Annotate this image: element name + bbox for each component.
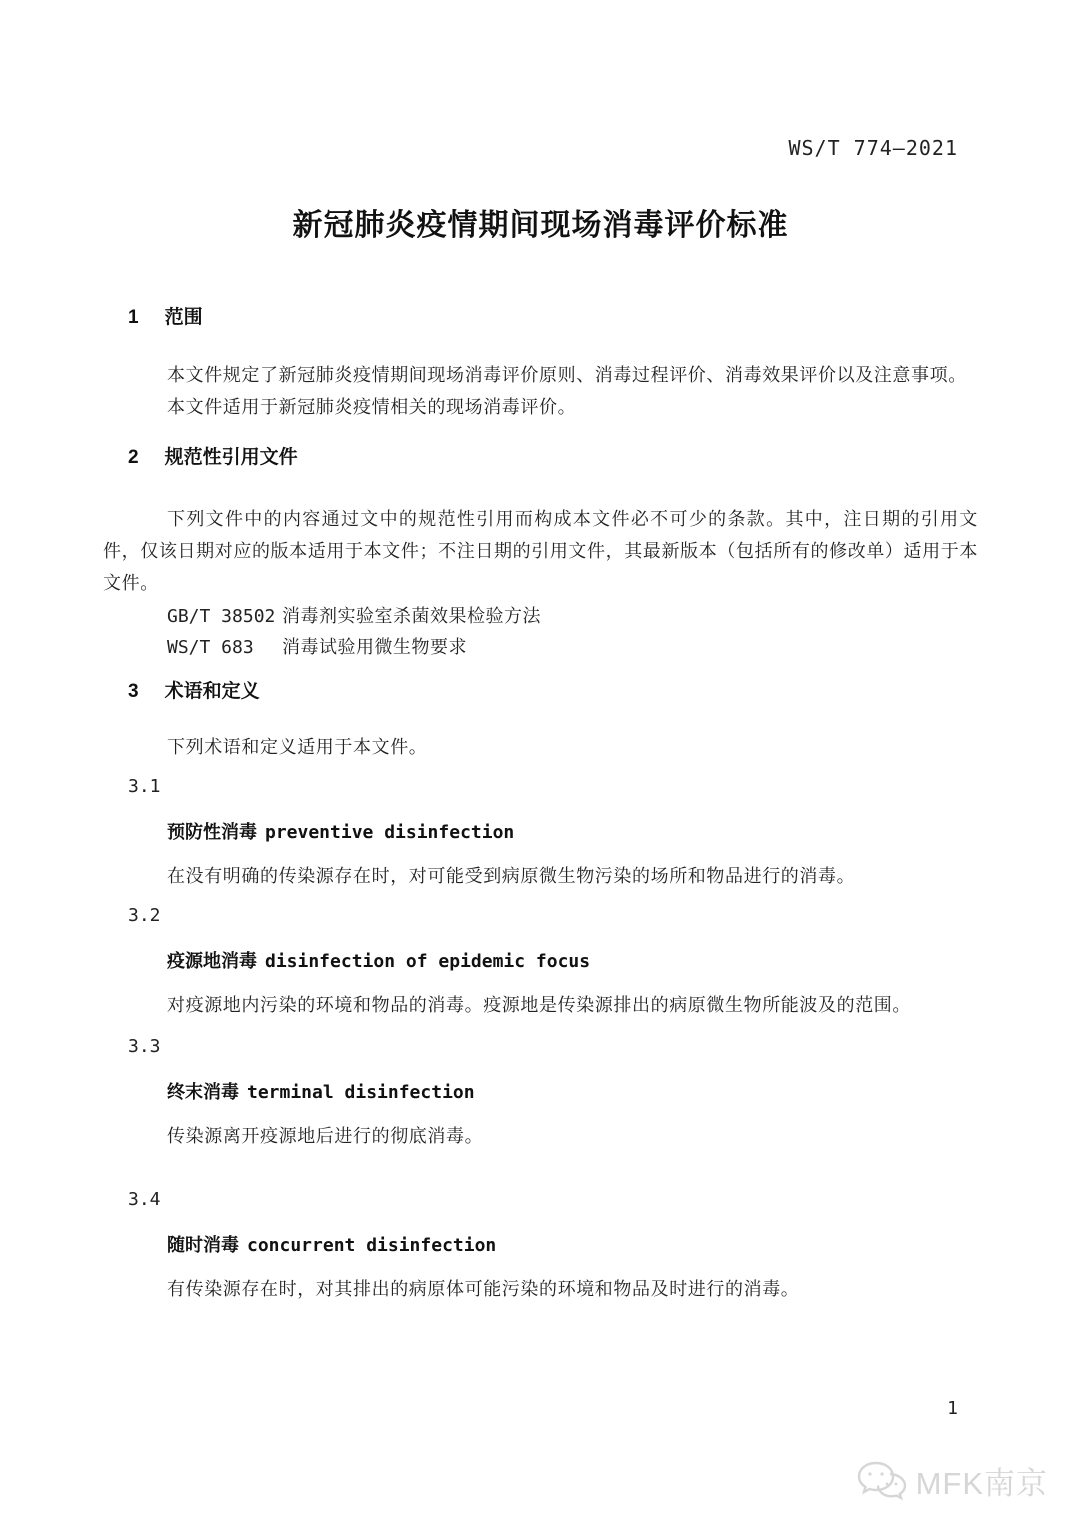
page-number: 1	[947, 1398, 958, 1419]
term-number: 3.1	[128, 776, 161, 797]
document-content	[103, 0, 978, 1305]
term-name-zh: 终末消毒	[167, 1082, 239, 1102]
term-definition: 传染源离开疫源地后进行的彻底消毒。	[167, 1126, 484, 1146]
section-2-number: 2	[128, 447, 139, 468]
watermark-text: MFK南京	[915, 1466, 1048, 1501]
section-1-heading	[128, 305, 978, 331]
term-definition: 对疫源地内污染的环境和物品的消毒。疫源地是传染源排出的病原微生物所能波及的范围。	[167, 995, 911, 1015]
term-name-en: disinfection of epidemic focus	[265, 951, 591, 972]
term-definition: 有传染源存在时，对其排出的病原体可能污染的环境和物品及时进行的消毒。	[167, 1279, 800, 1299]
section-1-body	[103, 359, 978, 423]
normative-references	[103, 601, 978, 663]
reference-code: WS/T 683	[167, 637, 254, 658]
watermark	[856, 1458, 1048, 1503]
reference-item	[167, 601, 978, 632]
term-name-en: terminal disinfection	[247, 1082, 475, 1103]
term-number: 3.2	[128, 905, 161, 926]
term-name-en: preventive disinfection	[265, 822, 515, 843]
section-1-paragraph: 本文件适用于新冠肺炎疫情相关的现场消毒评价。	[167, 397, 577, 417]
reference-item	[167, 632, 978, 663]
section-2-heading	[128, 445, 978, 471]
term-heading	[167, 1079, 978, 1106]
term-number: 3.4	[128, 1189, 161, 1210]
term-name-zh: 疫源地消毒	[167, 951, 257, 971]
section-2-paragraph: 下列文件中的内容通过文中的规范性引用而构成本文件必不可少的条款。其中，注日期的引用文件，仅该日期对应的版本适用于本文件；不注日期的引用文件，其最新版本（包括所有的修改单）适用于本文件。	[103, 509, 978, 593]
term-heading	[167, 948, 978, 975]
section-1-number: 1	[128, 307, 139, 328]
section-1-paragraph: 本文件规定了新冠肺炎疫情期间现场消毒评价原则、消毒过程评价、消毒效果评价以及注意事项。	[167, 365, 967, 385]
section-3-intro: 下列术语和定义适用于本文件。	[167, 737, 428, 757]
term-number: 3.3	[128, 1036, 161, 1057]
term-heading	[167, 1232, 978, 1259]
reference-title: 消毒剂实验室杀菌效果检验方法	[282, 606, 541, 626]
term-name-zh: 预防性消毒	[167, 822, 257, 842]
section-3-number: 3	[128, 681, 139, 702]
term-name-zh: 随时消毒	[167, 1235, 239, 1255]
term-name-en: concurrent disinfection	[247, 1235, 497, 1256]
reference-title: 消毒试验用微生物要求	[282, 637, 467, 657]
standard-code: WS/T 774—2021	[788, 136, 958, 160]
reference-code: GB/T 38502	[167, 606, 276, 627]
term-heading	[167, 819, 978, 846]
wechat-icon	[856, 1460, 908, 1502]
term-definition: 在没有明确的传染源存在时，对可能受到病原微生物污染的场所和物品进行的消毒。	[167, 866, 856, 886]
section-1-title: 范围	[164, 307, 203, 328]
section-2-title: 规范性引用文件	[164, 447, 298, 468]
document-title: 新冠肺炎疫情期间现场消毒评价标准	[292, 209, 789, 242]
section-3-heading	[128, 679, 978, 705]
section-3-title: 术语和定义	[164, 681, 260, 702]
